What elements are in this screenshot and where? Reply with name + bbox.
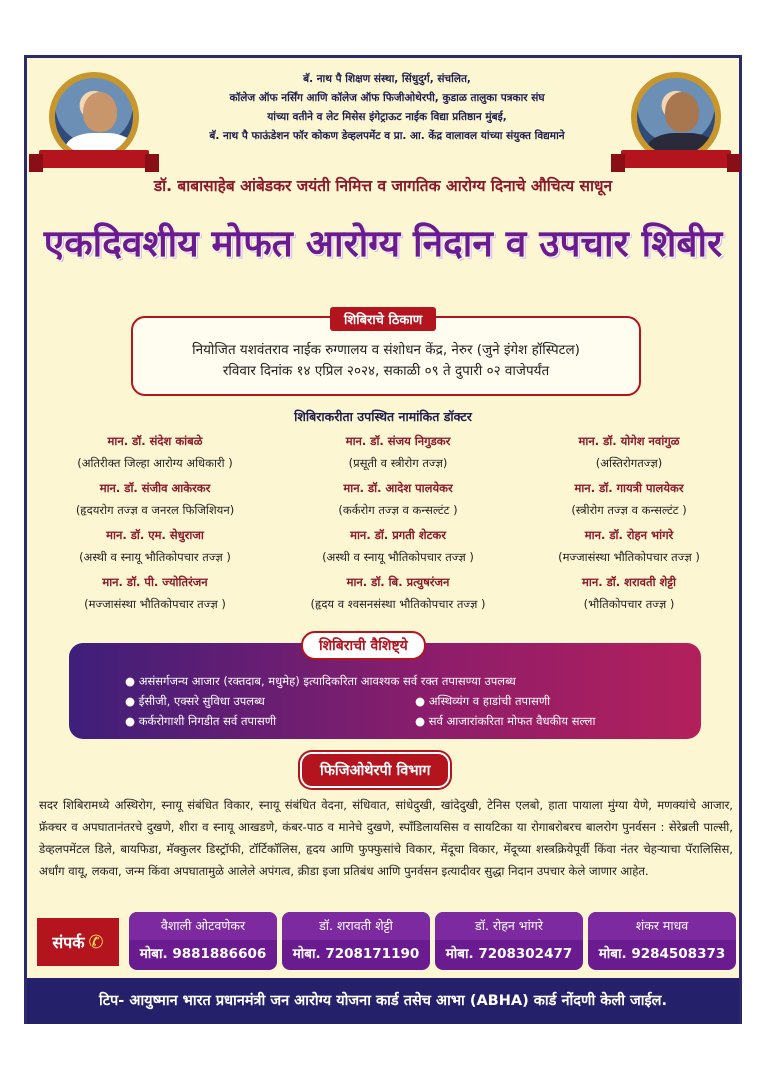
doctor-role: (अतिरीक्त जिल्हा आरोग्य अधिकारी ) — [77, 456, 233, 470]
contact-card — [588, 912, 736, 970]
doctor-role: (प्रसूती व स्त्रीरोग तज्ज्ञ) — [348, 456, 448, 470]
doctor-card — [35, 430, 275, 477]
doctor-card — [275, 524, 521, 571]
doctor-card — [35, 571, 275, 618]
contact-card — [282, 912, 430, 970]
doctor-name: मान. डॉ. संजय निगुडकर — [345, 434, 451, 448]
contact-phone[interactable]: मोबा. 7208302477 — [445, 946, 573, 962]
doctor-card — [521, 571, 737, 618]
doctor-name: मान. डॉ. रोहन भांगरे — [584, 528, 674, 542]
doctor-name: मान. डॉ. शरावती शेट्टी — [582, 575, 676, 589]
organizer-line: यांच्या वतीने व लेट मिसेस इंगेट्राऊट नाईक विद्या प्रतिष्ठान मुंबई, — [267, 111, 507, 123]
contact-name: वैशाली ओटवणेकर — [129, 912, 277, 940]
doctor-name: मान. डॉ. पी. ज्योतिरंजन — [102, 575, 208, 589]
occasion-text: डॉ. बाबासाहेब आंबेडकर जयंती निमित्त व जागतिक आरोग्य दिनाचे औचित्य साधून — [153, 177, 613, 195]
doctor-card — [275, 477, 521, 524]
contact-name: डॉ. रोहन भांगरे — [435, 912, 583, 940]
left-portrait — [49, 72, 139, 162]
doctor-name: मान. डॉ. एम. सेधुराजा — [106, 528, 204, 542]
contact-label — [37, 918, 119, 966]
feature-item: ईसीजी, एक्सरे सुविधा उपलब्ध — [138, 694, 265, 708]
organizer-line: बॅ. नाथ पै फाऊंडेशन फॉर कोकण डेव्हलपमेंट व प्रा. आ. केंद्र वालावल यांच्या संयुक्त विद्यमाने — [209, 130, 565, 142]
doctor-role: (मज्जासंस्था भौतिकोपचार तज्ज्ञ ) — [84, 597, 226, 611]
right-ribbon — [621, 150, 731, 168]
doctor-name: मान. डॉ. संदेश कांबळे — [107, 434, 203, 448]
venue-line-2: रविवार दिनांक १४ एप्रिल २०२४, सकाळी ०९ ते दुपारी ०२ वाजेपर्यंत — [222, 363, 550, 379]
doctor-card — [275, 571, 521, 618]
doctor-name: मान. डॉ. गायत्री पालयेकर — [574, 481, 684, 495]
left-ribbon — [39, 150, 149, 168]
doctor-role: (अस्थी व स्नायू भौतिकोपचार तज्ज्ञ ) — [79, 550, 231, 564]
contact-name: शंकर माधव — [588, 912, 736, 940]
contact-phone[interactable]: मोबा. 7208171190 — [292, 946, 420, 962]
contact-label-text: संपर्क — [52, 933, 85, 952]
doctor-role: (मज्जासंस्था भौतिकोपचार तज्ज्ञ ) — [558, 550, 700, 564]
tip-bar: टिप- आयुष्मान भारत प्रधानमंत्री जन आरोग्य योजना कार्ड तसेच आभा (ABHA) कार्ड नोंदणी केली जाईल. — [27, 978, 739, 1024]
contact-phone[interactable]: मोबा. 9284508373 — [598, 946, 726, 962]
doctors-grid — [35, 430, 737, 618]
bullet-icon: ● — [125, 714, 139, 728]
venue-line-1: नियोजित यशवंतराव नाईक रुग्णालय व संशोधन केंद्र, नेरुर (जुने इंगेश हॉस्पिटल) — [192, 342, 580, 358]
doctor-role: (कर्करोग तज्ज्ञ व कन्सल्टंट ) — [338, 503, 458, 517]
poster-frame — [24, 55, 742, 1024]
doctor-role: (अस्थी व स्नायू भौतिकोपचार तज्ज्ञ ) — [322, 550, 474, 564]
bullet-icon: ● — [125, 694, 139, 708]
contact-name: डॉ. शरावती शेट्टी — [282, 912, 430, 940]
doctor-name: मान. डॉ. योगेश नवांगुळ — [578, 434, 680, 448]
doctor-card — [521, 430, 737, 477]
doctor-role: (स्त्रीरोग तज्ज्ञ व कन्सल्टंट ) — [571, 503, 687, 517]
contact-card — [129, 912, 277, 970]
organizer-line: बॅ. नाथ पै शिक्षण संस्था, सिंधुदुर्ग, संचलित, — [303, 73, 471, 85]
venue-label: शिबिराचे ठिकाण — [330, 307, 436, 331]
doctor-card — [521, 524, 737, 571]
doctor-card — [521, 477, 737, 524]
contact-row — [37, 910, 737, 970]
organizers-block — [152, 70, 622, 146]
doctor-name: मान. डॉ. प्रगती शेटकर — [350, 528, 446, 542]
feature-item: असंसर्गजन्य आजार (रक्तदाब, मधुमेह) इत्यादिकरिता आवश्यक सर्व रक्त तपासण्या उपलब्ध — [138, 674, 516, 688]
bullet-icon: ● — [415, 694, 429, 708]
contact-card — [435, 912, 583, 970]
doctor-name: मान. डॉ. संजीव आकेरकर — [99, 481, 211, 495]
bullet-icon: ● — [415, 714, 429, 728]
doctor-card — [275, 430, 521, 477]
phone-icon: ✆ — [88, 931, 104, 953]
feature-item: सर्व आजारांकरिता मोफत वैधकीय सल्ला — [428, 714, 596, 728]
organizer-line: कॉलेज ऑफ नर्सिंग आणि कॉलेज ऑफ फिजीओथेरपी, कुडाळ तालुका पत्रकार संघ — [229, 92, 545, 104]
doctor-role: (अस्तिरोगतज्ज्ञ) — [595, 456, 663, 470]
contact-phone[interactable]: मोबा. 9881886606 — [139, 946, 267, 962]
right-portrait — [631, 72, 721, 162]
doctor-role: (हृदयरोग तज्ज्ञ व जनरल फिजिशियन) — [75, 503, 235, 517]
bullet-icon: ● — [125, 674, 139, 688]
doctor-role: (हृदय व श्वसनसंस्था भौतिकोपचार तज्ज्ञ ) — [310, 597, 486, 611]
feature-item: अस्थिव्यंग व हाडांची तपासणी — [428, 694, 551, 708]
features-label: शिबिराची वैशिष्ट्ये — [301, 631, 426, 660]
doctor-card — [35, 477, 275, 524]
feature-item: कर्करोगाशी निगडीत सर्व तपासणी — [138, 714, 277, 728]
doctor-card — [35, 524, 275, 571]
doctor-name: मान. डॉ. बि. प्रत्युषरंजन — [346, 575, 450, 589]
physio-description: सदर शिबिरामध्ये अस्थिरोग, स्नायू संबंधित विकार, स्नायू संबंधित वेदना, संधिवात, सांधेदुखी, खांदेदुखी, टेनिस एलबो, हाता पायाला मुंग्या येणे, मणक्यांचे आजार, फ्रॅक्चर व अपघातानंतरचे दुखणे, शीरा व स्नायू आखडणे, कंबर-पाठ व मानेचे दुखणे, स्पॉंडिलायसिस व सायटिका या रोगाबरोबरच बालरोग पुनर्वसन : सेरेब्रली पाल्सी, डेव्हलपमेंटल डिले, बायफिडा, मॅक्कुलर डिस्ट्रॉफी, टॉर्टिकॉलिस, हृदय आणि फुफ्फुसांचे विकार, मेंदूचा विकार, मेंदूच्या शस्त्रक्रियेपूर्वी किंवा नंतर चेहऱ्याचा पॅरालिसिस, अर्धांग वायू, लकवा, जन्म किंवा अपघातामुळे आलेले अपंगत्व, क्रीडा इजा प्रतिबंध आणि पुनर्वसन इत्यादीवर सुद्धा निदान उपचार केले जाणार आहेत. — [39, 798, 733, 878]
doctors-heading: शिबिराकरीता उपस्थित नामांकित डॉक्टर — [294, 409, 472, 424]
poster-title: एकदिवशीय मोफत आरोग्य निदान व उपचार शिबीर — [43, 221, 723, 265]
doctor-role: (भौतिकोपचार तज्ज्ञ ) — [583, 597, 675, 611]
doctor-name: मान. डॉ. आदेश पालयेकर — [343, 481, 453, 495]
physio-label: फिजिओथेरपी विभाग — [300, 752, 450, 788]
